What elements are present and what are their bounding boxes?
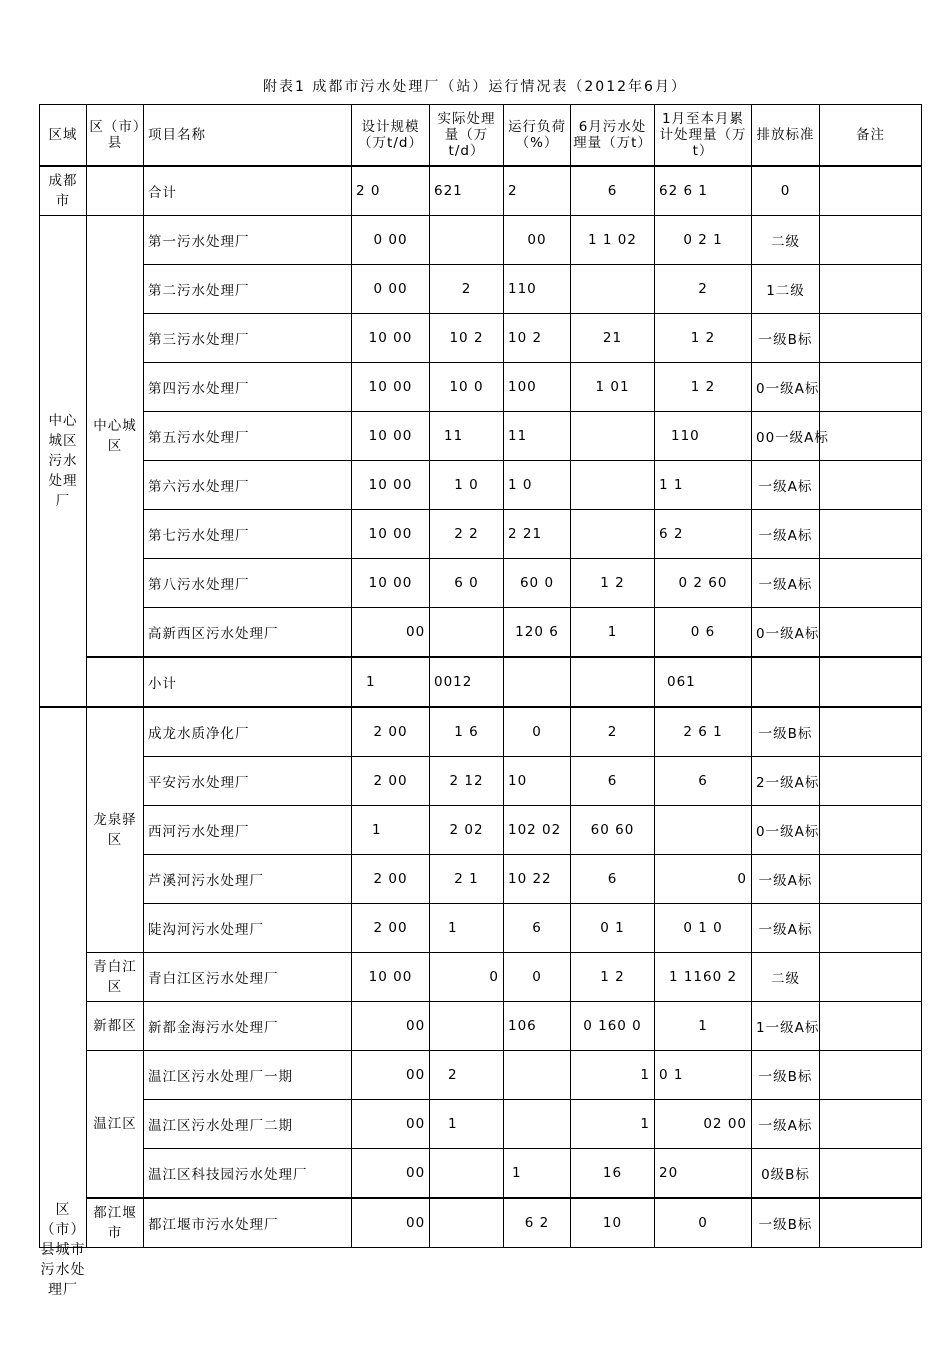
project-name: 芦溪河污水处理厂	[144, 855, 352, 904]
group-center-district: 中心城区	[87, 216, 144, 658]
actual-cell: 2	[430, 1051, 504, 1100]
table-row	[40, 1100, 922, 1149]
cumulative-cell: 02 00	[655, 1100, 752, 1149]
table-row	[40, 559, 922, 608]
design-cell: 10 00	[352, 314, 430, 363]
header-cumulative: 1月至本月累计处理量（万t）	[655, 105, 752, 167]
month-cell: 60 60	[571, 806, 655, 855]
note-cell	[820, 657, 922, 707]
month-cell: 0 160 0	[571, 1002, 655, 1051]
month-cell: 6	[571, 166, 655, 216]
cumulative-cell: 0	[655, 1198, 752, 1248]
load-cell: 100	[504, 363, 571, 412]
cumulative-cell	[655, 806, 752, 855]
actual-cell	[430, 608, 504, 658]
table-row	[40, 1051, 922, 1100]
table-row	[40, 363, 922, 412]
standard-cell: 二级	[752, 953, 820, 1002]
standard-cell: 0一级A标	[752, 363, 820, 412]
month-cell: 1 1 02	[571, 216, 655, 265]
project-name: 第八污水处理厂	[144, 559, 352, 608]
load-cell	[504, 657, 571, 707]
month-cell: 16	[571, 1149, 655, 1199]
design-cell: 00	[352, 1149, 430, 1199]
note-cell	[820, 608, 922, 658]
cumulative-cell: 1 2	[655, 363, 752, 412]
cumulative-cell: 1 1160 2	[655, 953, 752, 1002]
project-name: 第三污水处理厂	[144, 314, 352, 363]
month-cell	[571, 265, 655, 314]
note-cell	[820, 904, 922, 953]
month-cell: 6	[571, 757, 655, 806]
cumulative-cell: 061	[655, 657, 752, 707]
cumulative-cell: 0 2 60	[655, 559, 752, 608]
group-center-region: 中心城区污水处理厂	[40, 216, 87, 708]
header-region: 区域	[40, 105, 87, 167]
design-cell: 2 00	[352, 904, 430, 953]
load-cell: 10	[504, 757, 571, 806]
cumulative-cell: 1 1	[655, 461, 752, 510]
standard-cell: 00一级A标	[752, 412, 820, 461]
standard-cell: 一级B标	[752, 1198, 820, 1248]
standard-cell: 0级B标	[752, 1149, 820, 1199]
standard-cell	[752, 657, 820, 707]
project-name: 成龙水质净化厂	[144, 707, 352, 757]
actual-cell: 621	[430, 166, 504, 216]
actual-cell: 1	[430, 904, 504, 953]
table-row	[40, 953, 922, 1002]
load-cell: 10 2	[504, 314, 571, 363]
project-name: 温江区科技园污水处理厂	[144, 1149, 352, 1199]
project-name: 第五污水处理厂	[144, 412, 352, 461]
actual-cell: 2	[430, 265, 504, 314]
group-dujiangyan: 都江堰市	[87, 1198, 144, 1248]
load-cell: 1	[504, 1149, 571, 1199]
actual-cell: 1	[430, 1100, 504, 1149]
month-cell: 21	[571, 314, 655, 363]
project-name: 第二污水处理厂	[144, 265, 352, 314]
actual-cell	[430, 216, 504, 265]
cumulative-cell: 62 6 1	[655, 166, 752, 216]
table-row	[40, 707, 922, 757]
design-cell: 10 00	[352, 363, 430, 412]
note-cell	[820, 363, 922, 412]
load-cell: 2 21	[504, 510, 571, 559]
actual-cell	[430, 1149, 504, 1199]
actual-cell: 2 02	[430, 806, 504, 855]
project-name: 第四污水处理厂	[144, 363, 352, 412]
design-cell: 2 00	[352, 757, 430, 806]
cumulative-cell: 20	[655, 1149, 752, 1199]
table-row	[40, 412, 922, 461]
actual-cell: 1 6	[430, 707, 504, 757]
table-row	[40, 608, 922, 658]
design-cell: 10 00	[352, 461, 430, 510]
actual-cell: 2 12	[430, 757, 504, 806]
header-note: 备注	[820, 105, 922, 167]
note-cell	[820, 166, 922, 216]
note-cell	[820, 1002, 922, 1051]
project-name: 合计	[144, 166, 352, 216]
load-cell: 2	[504, 166, 571, 216]
month-cell	[571, 657, 655, 707]
table-row	[40, 806, 922, 855]
standard-cell: 2一级A标	[752, 757, 820, 806]
cumulative-cell: 6 2	[655, 510, 752, 559]
standard-cell: 一级A标	[752, 904, 820, 953]
project-name: 都江堰市污水处理厂	[144, 1198, 352, 1248]
month-cell: 2	[571, 707, 655, 757]
page-title: 附表1 成都市污水处理厂（站）运行情况表（2012年6月）	[263, 79, 687, 95]
cumulative-cell: 1 2	[655, 314, 752, 363]
design-cell: 00	[352, 1002, 430, 1051]
header-district: 区（市）县	[87, 105, 144, 167]
cumulative-cell: 110	[655, 412, 752, 461]
load-cell: 106	[504, 1002, 571, 1051]
month-cell: 1 2	[571, 559, 655, 608]
design-cell: 10 00	[352, 953, 430, 1002]
standard-cell: 一级A标	[752, 1100, 820, 1149]
cumulative-cell: 0	[655, 855, 752, 904]
project-name: 平安污水处理厂	[144, 757, 352, 806]
cumulative-cell: 0 2 1	[655, 216, 752, 265]
actual-cell: 0012	[430, 657, 504, 707]
note-cell	[820, 559, 922, 608]
table-row	[40, 1149, 922, 1199]
month-cell: 6	[571, 855, 655, 904]
month-cell: 1	[571, 1051, 655, 1100]
load-cell	[504, 1051, 571, 1100]
month-cell	[571, 510, 655, 559]
project-name: 新都金海污水处理厂	[144, 1002, 352, 1051]
project-name: 青白江区污水处理厂	[144, 953, 352, 1002]
actual-cell	[430, 1198, 504, 1248]
load-cell: 6	[504, 904, 571, 953]
project-name: 第七污水处理厂	[144, 510, 352, 559]
actual-cell	[430, 1002, 504, 1051]
load-cell: 0	[504, 707, 571, 757]
actual-cell: 2 2	[430, 510, 504, 559]
load-cell: 1 0	[504, 461, 571, 510]
month-cell	[571, 412, 655, 461]
table-row	[40, 1002, 922, 1051]
design-cell: 2 00	[352, 855, 430, 904]
standard-cell: 一级B标	[752, 314, 820, 363]
load-cell: 0	[504, 953, 571, 1002]
standard-cell: 0	[752, 166, 820, 216]
note-cell	[820, 265, 922, 314]
standard-cell: 一级A标	[752, 461, 820, 510]
note-cell	[820, 510, 922, 559]
table-row	[40, 1198, 922, 1248]
design-cell: 2 0	[352, 166, 430, 216]
cumulative-cell: 6	[655, 757, 752, 806]
group-qingbaijiang: 青白江区	[87, 953, 144, 1002]
header-design: 设计规模（万t/d）	[352, 105, 430, 167]
project-name: 西河污水处理厂	[144, 806, 352, 855]
cumulative-cell: 2 6 1	[655, 707, 752, 757]
standard-cell: 一级B标	[752, 1051, 820, 1100]
load-cell: 6 2	[504, 1198, 571, 1248]
group-wenjiang: 温江区	[87, 1051, 144, 1199]
project-name: 第六污水处理厂	[144, 461, 352, 510]
project-name: 小计	[144, 657, 352, 707]
note-cell	[820, 953, 922, 1002]
project-name: 温江区污水处理厂二期	[144, 1100, 352, 1149]
month-cell: 1	[571, 1100, 655, 1149]
note-cell	[820, 1051, 922, 1100]
standard-cell: 一级A标	[752, 559, 820, 608]
month-cell: 0 1	[571, 904, 655, 953]
note-cell	[820, 1149, 922, 1199]
load-cell: 120 6	[504, 608, 571, 658]
load-cell: 60 0	[504, 559, 571, 608]
load-cell: 11	[504, 412, 571, 461]
design-cell: 00	[352, 1051, 430, 1100]
group-county-region: 区（市）县城市污水处理厂	[40, 1202, 86, 1298]
note-cell	[820, 757, 922, 806]
design-cell: 00	[352, 608, 430, 658]
standard-cell: 一级B标	[752, 707, 820, 757]
design-cell: 00	[352, 1198, 430, 1248]
load-cell: 102 02	[504, 806, 571, 855]
table-row	[40, 657, 922, 707]
design-cell: 0 00	[352, 265, 430, 314]
note-cell	[820, 1198, 922, 1248]
note-cell	[820, 461, 922, 510]
table-row	[40, 855, 922, 904]
cumulative-cell: 1	[655, 1002, 752, 1051]
design-cell: 1	[352, 657, 430, 707]
design-cell: 10 00	[352, 510, 430, 559]
load-cell	[504, 1100, 571, 1149]
table-row	[40, 461, 922, 510]
table-row	[40, 314, 922, 363]
standard-cell: 二级	[752, 216, 820, 265]
header-row	[40, 105, 922, 167]
cumulative-cell: 0 1 0	[655, 904, 752, 953]
standard-cell: 0一级A标	[752, 806, 820, 855]
table-row	[40, 166, 922, 216]
design-cell: 2 00	[352, 707, 430, 757]
district-cell	[87, 166, 144, 216]
design-cell: 0 00	[352, 216, 430, 265]
month-cell: 10	[571, 1198, 655, 1248]
header-project: 项目名称	[144, 105, 352, 167]
header-standard: 排放标准	[752, 105, 820, 167]
load-cell: 00	[504, 216, 571, 265]
header-load: 运行负荷（%）	[504, 105, 571, 167]
design-cell: 10 00	[352, 559, 430, 608]
month-cell: 1	[571, 608, 655, 658]
note-cell	[820, 216, 922, 265]
project-name: 温江区污水处理厂一期	[144, 1051, 352, 1100]
table-row	[40, 904, 922, 953]
month-cell: 1 01	[571, 363, 655, 412]
actual-cell: 11	[430, 412, 504, 461]
group-xindu: 新都区	[87, 1002, 144, 1051]
actual-cell: 0	[430, 953, 504, 1002]
district-cell	[87, 657, 144, 707]
standard-cell: 1一级A标	[752, 1002, 820, 1051]
actual-cell: 2 1	[430, 855, 504, 904]
actual-cell: 10 0	[430, 363, 504, 412]
month-cell: 1 2	[571, 953, 655, 1002]
project-name: 陡沟河污水处理厂	[144, 904, 352, 953]
month-cell	[571, 461, 655, 510]
actual-cell: 6 0	[430, 559, 504, 608]
header-actual: 实际处理量（万t/d）	[430, 105, 504, 167]
design-cell: 00	[352, 1100, 430, 1149]
cumulative-cell: 0 6	[655, 608, 752, 658]
design-cell: 1	[352, 806, 430, 855]
note-cell	[820, 314, 922, 363]
wastewater-table	[39, 104, 922, 1248]
group-chengdu: 成都市	[40, 166, 87, 216]
load-cell: 10 22	[504, 855, 571, 904]
cumulative-cell: 0 1	[655, 1051, 752, 1100]
standard-cell: 1二级	[752, 265, 820, 314]
design-cell: 10 00	[352, 412, 430, 461]
project-name: 第一污水处理厂	[144, 216, 352, 265]
standard-cell: 一级A标	[752, 855, 820, 904]
table-row	[40, 510, 922, 559]
actual-cell: 10 2	[430, 314, 504, 363]
note-cell	[820, 412, 922, 461]
note-cell	[820, 707, 922, 757]
load-cell: 110	[504, 265, 571, 314]
table-row	[40, 216, 922, 265]
group-longquan: 龙泉驿区	[87, 707, 144, 953]
table-row	[40, 265, 922, 314]
note-cell	[820, 855, 922, 904]
actual-cell: 1 0	[430, 461, 504, 510]
cumulative-cell: 2	[655, 265, 752, 314]
standard-cell: 一级A标	[752, 510, 820, 559]
note-cell	[820, 1100, 922, 1149]
standard-cell: 0一级A标	[752, 608, 820, 658]
project-name: 高新西区污水处理厂	[144, 608, 352, 658]
note-cell	[820, 806, 922, 855]
group-county-region-cell	[40, 707, 87, 1248]
table-row	[40, 757, 922, 806]
header-month: 6月污水处理量（万t）	[571, 105, 655, 167]
